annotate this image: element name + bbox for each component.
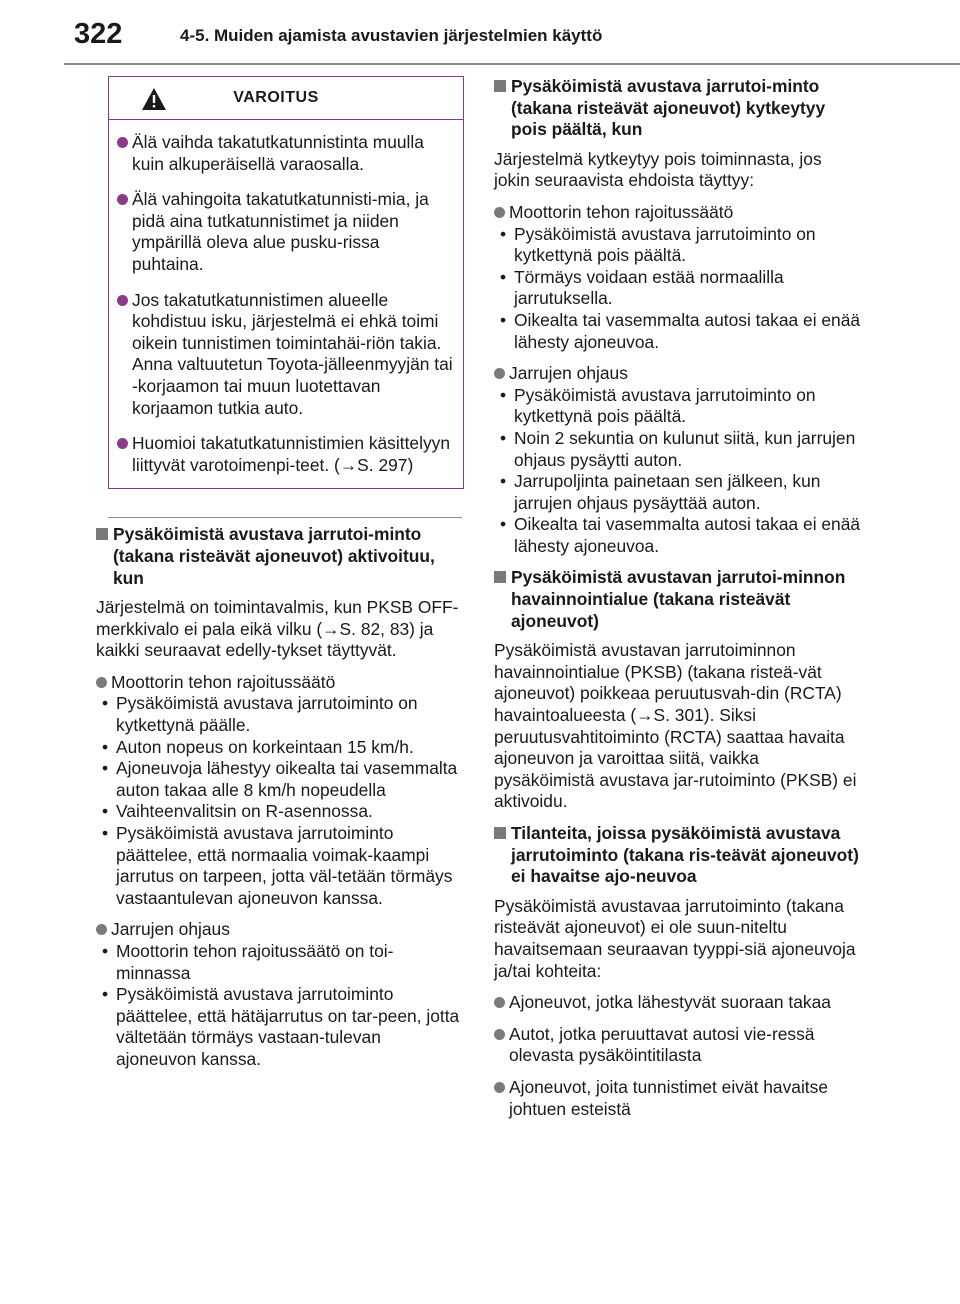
condition-title: Jarrujen ohjaus (509, 363, 628, 384)
list-item: Ajoneuvot, joita tunnistimet eivät havaitse johtuen esteistä (509, 1076, 829, 1119)
bullet-dot-icon (494, 1082, 505, 1093)
condition-group (494, 1024, 862, 1067)
warning-item: Huomioi takatutkatunnistimien käsittelyyn liittyvät varotoimenpi-teet. (→S. 297) (117, 433, 453, 476)
section-intro: Järjestelmä kytkeytyy pois toiminnasta, jos jokin seuraavista ehdoista täyttyy: (494, 148, 822, 191)
section-heading: Pysäköimistä avustava jarrutoi-minto (takana risteävät ajoneuvot) aktivoituu, kun (96, 524, 464, 589)
warning-item: Jos takatutkatunnistimen alueelle kohdistuu isku, järjestelmä ei ehkä toimi oikein tunnistimen toimintahäi-riön takia. Anna valtuutetun Toyota-jälleenmyyjän tai -korjaamon tai muun luotettavan korjaamon tutkia auto. (117, 290, 453, 420)
square-bullet-icon (494, 827, 506, 839)
list-item: Noin 2 sekuntia on kulunut siitä, kun jarrujen ohjaus pysäytti auton. (514, 427, 856, 470)
condition-group: Jarrujen ohjaus • Moottorin tehon rajoitussäätö on toi-minnassa • Pysäköimistä avustava jarrutoiminto päättelee, että hätäjarrutus on tar-peen, jotta vältetään törmäys vastaan-tulevan ajoneuvon kanssa. (96, 919, 464, 1070)
bullet-dot-icon (96, 677, 107, 688)
condition-group: Moottorin tehon rajoitussäätö • Pysäköimistä avustava jarrutoiminto on kytkettynä pois päältä. • Törmäys voidaan estää normaalilla jarrutuksella. • Oikealta tai vasemmalta autosi takaa ei enää lähesty ajoneuvoa. (494, 202, 862, 353)
page-number: 322 (74, 18, 123, 50)
bullet-dot-icon (494, 368, 505, 379)
bullet-dot-icon (117, 194, 128, 205)
bullet-dot-icon (117, 295, 128, 306)
list-item: Pysäköimistä avustava jarrutoiminto on kytkettynä päälle. (116, 693, 418, 736)
warning-title: VAROITUS (233, 89, 319, 106)
condition-title: Jarrujen ohjaus (111, 919, 230, 940)
section-divider (108, 517, 462, 518)
condition-title: Moottorin tehon rajoitussäätö (509, 201, 734, 222)
list-item: Ajoneuvot, jotka lähestyvät suoraan takaa (509, 992, 831, 1013)
warning-triangle-icon (141, 87, 167, 111)
list-item: Pysäköimistä avustava jarrutoiminto on kytkettynä pois päältä. (514, 223, 816, 266)
bullet-dot-icon (494, 997, 505, 1008)
left-column (96, 76, 464, 1081)
section-heading: Pysäköimistä avustava jarrutoi-minto (takana risteävät ajoneuvot) kytkeytyy pois päältä, kun (494, 76, 862, 141)
condition-group: Moottorin tehon rajoitussäätö • Pysäköimistä avustava jarrutoiminto on kytkettynä päälle. • Auton nopeus on korkeintaan 15 km/h. • Ajoneuvoja lähestyy oikealta tai vasemmalta auton takaa alle 8 km/h nopeudella • Vaihteenvalitsin on R-asennossa. • Pysäköimistä avustava jarrutoiminto päättelee, että normaalia voimak-kaampi jarrutus on tarpeen, jotta väl-tetään törmäys vastaantulevan ajoneuvon kanssa. (96, 672, 464, 910)
square-bullet-icon (494, 80, 506, 92)
condition-group: Jarrujen ohjaus • Pysäköimistä avustava jarrutoiminto on kytkettynä pois päältä. • Noin 2 sekuntia on kulunut siitä, kun jarrujen ohjaus pysäytti auton. • Jarrupoljinta painetaan sen jälkeen, kun jarrujen ohjaus pysäyttää auton. • Oikealta tai vasemmalta autosi takaa ei enää lähesty ajoneuvoa. (494, 363, 862, 557)
bullet-dot-icon (494, 207, 505, 218)
list-item: Törmäys voidaan estää normaalilla jarrutuksella. (514, 266, 784, 309)
section-heading: Tilanteita, joissa pysäköimistä avustava jarrutoiminto (takana ris-teävät ajoneuvot) ei havaitse ajo-neuvoa (494, 823, 862, 888)
chapter-title: 4-5. Muiden ajamista avustavien järjestelmien käyttö (180, 26, 603, 45)
list-item: Pysäköimistä avustava jarrutoiminto päättelee, että hätäjarrutus on tar-peen, jotta vältetään törmäys vastaan-tulevan ajoneuvon kanssa. (116, 984, 460, 1069)
warning-box (108, 76, 464, 489)
list-item: Moottorin tehon rajoitussäätö on toi-minnassa (116, 941, 394, 983)
list-item: Pysäköimistä avustava jarrutoiminto päättelee, että normaalia voimak-kaampi jarrutus on tarpeen, jotta väl-tetään törmäys vastaantulevan ajoneuvon kanssa. (116, 823, 453, 908)
section-intro: Pysäköimistä avustavaa jarrutoiminto (takana risteävät ajoneuvot) ei ole suun-niteltu havaitsemaan seuraavan tyyppi-siä ajoneuvoja ja/tai kohteita: (494, 895, 856, 981)
square-bullet-icon (96, 528, 108, 540)
list-item: Ajoneuvoja lähestyy oikealta tai vasemmalta auton takaa alle 8 km/h nopeudella (116, 758, 458, 800)
list-item: Pysäköimistä avustava jarrutoiminto on kytkettynä pois päältä. (514, 384, 816, 427)
bullet-dot-icon (117, 438, 128, 449)
bullet-dot-icon (117, 137, 128, 148)
warning-header (109, 77, 463, 120)
bullet-dot-icon (494, 1029, 505, 1040)
warning-item: Älä vahingoita takatutkatunnisti-mia, ja pidä aina tutkatunnistimet ja niiden ympärillä oleva alue pusku-rissa puhtaina. (117, 189, 453, 275)
list-item: Oikealta tai vasemmalta autosi takaa ei enää lähesty ajoneuvoa. (514, 309, 861, 352)
warning-body (109, 120, 463, 488)
list-item: Jarrupoljinta painetaan sen jälkeen, kun jarrujen ohjaus pysäyttää auton. (514, 471, 821, 513)
right-column (494, 76, 862, 1130)
list-item: Autot, jotka peruuttavat autosi vie-ressä olevasta pysäköintitilasta (509, 1023, 815, 1066)
warning-item: Älä vaihda takatutkatunnistinta muulla kuin alkuperäisellä varaosalla. (117, 132, 453, 175)
list-item: Oikealta tai vasemmalta autosi takaa ei enää lähesty ajoneuvoa. (514, 514, 861, 556)
section-text: Pysäköimistä avustavan jarrutoiminnon havainnointialue (PKSB) (takana risteä-vät ajoneuvot) poikkeaa peruutusvah-din (RCTA) havaintoalueesta (→S. 301). Siksi peruutusvahtitoiminto (RCTA) saattaa havaita ajoneuvon ja varoittaa siitä, vaikka pysäköimistä avustava jar-rutoiminto (PKSB) ei aktivoidu. (494, 640, 857, 812)
list-item: Vaihteenvalitsin on R-asennossa. (116, 801, 373, 822)
condition-title: Moottorin tehon rajoitussäätö (111, 671, 336, 692)
square-bullet-icon (494, 571, 506, 583)
list-item: Auton nopeus on korkeintaan 15 km/h. (116, 736, 414, 757)
section-intro: Järjestelmä on toimintavalmis, kun PKSB OFF-merkkivalo ei pala eikä vilku (→S. 82, 83) ja kaikki seuraavat edelly-tykset täyttyvät. (96, 597, 459, 661)
section-heading: Pysäköimistä avustavan jarrutoi-minnon havainnointialue (takana risteävät ajoneuvot) (494, 567, 862, 632)
condition-group (494, 992, 862, 1014)
header-rule (64, 63, 960, 65)
bullet-dot-icon (96, 924, 107, 935)
condition-group (494, 1077, 862, 1120)
